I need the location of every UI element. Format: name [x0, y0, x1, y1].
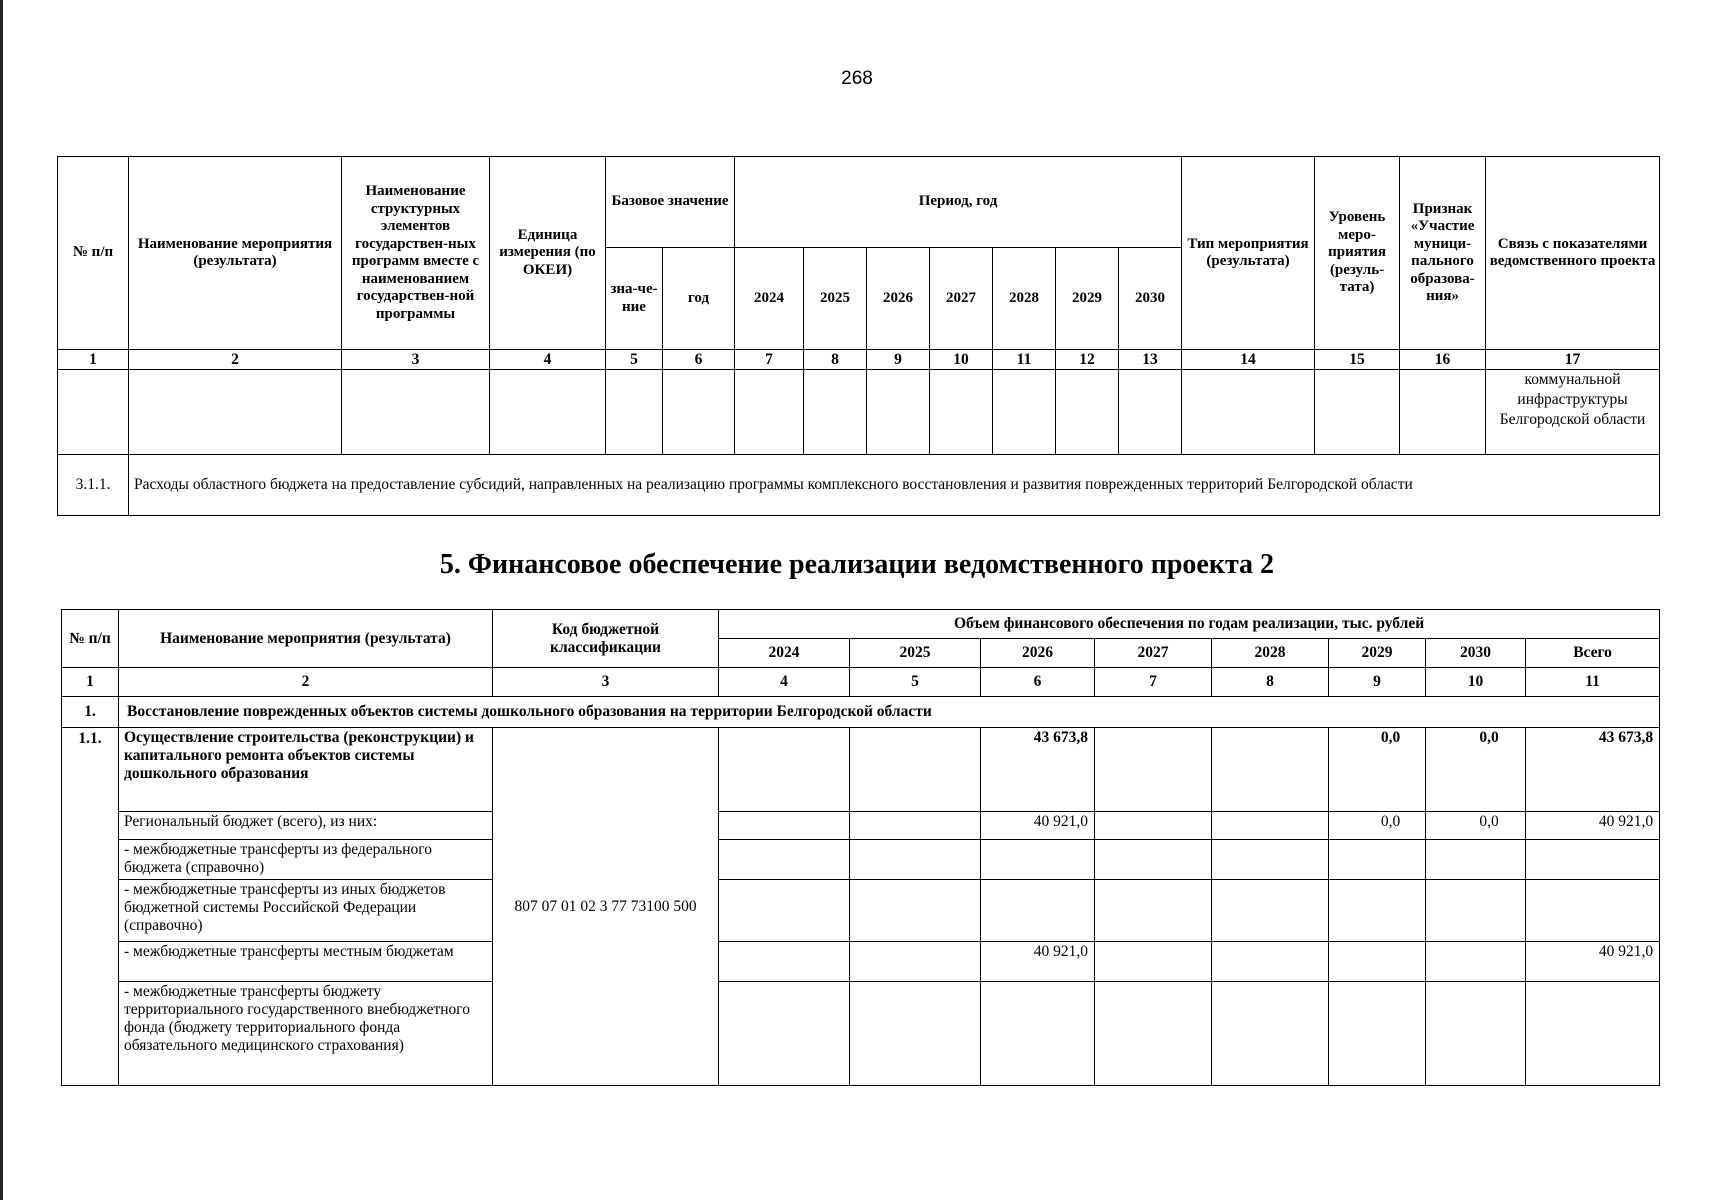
column-numbers-row [62, 668, 1660, 697]
header-year: 2025 [850, 639, 981, 668]
link-continuation: коммунальной инфраструктуры Белгородской области [1486, 370, 1660, 455]
item-name: - межбюджетные трансферты из федерального бюджета (справочно) [119, 840, 493, 880]
value-2024 [719, 812, 850, 840]
header-budget-code: Код бюджетной классификации [493, 610, 719, 668]
header-base-value: Базовое значение [606, 157, 735, 248]
value-2024 [719, 942, 850, 982]
col-number: 11 [993, 350, 1056, 370]
table-row [62, 812, 1660, 840]
header-year: 2030 [1119, 248, 1182, 350]
value-2027 [1095, 728, 1212, 812]
col-number: 1 [62, 668, 119, 697]
header-year: 2028 [1212, 639, 1329, 668]
cell [735, 370, 804, 455]
item-name: Региональный бюджет (всего), из них: [119, 812, 493, 840]
value-total: 40 921,0 [1526, 942, 1660, 982]
value-2026: 43 673,8 [981, 728, 1095, 812]
header-year: 2028 [993, 248, 1056, 350]
value-2029 [1329, 880, 1426, 942]
value-2025 [850, 840, 981, 880]
header-year: 2027 [1095, 639, 1212, 668]
value-2025 [850, 942, 981, 982]
section-name: Восстановление поврежденных объектов системы дошкольного образования на территории Белгородской области [119, 697, 1660, 728]
col-number: 6 [663, 350, 735, 370]
row-description: Расходы областного бюджета на предоставление субсидий, направленных на реализацию программы комплексного восстановления и развития поврежденных территорий Белгородской области [129, 455, 1660, 516]
value-2030 [1426, 982, 1526, 1086]
header-row-1 [62, 610, 1660, 639]
col-number: 11 [1526, 668, 1660, 697]
col-number: 2 [119, 668, 493, 697]
value-2027 [1095, 880, 1212, 942]
col-number: 1 [58, 350, 129, 370]
header-event-name: Наименование мероприятия (результата) [129, 157, 342, 350]
header-period: Период, год [735, 157, 1182, 248]
value-2026: 40 921,0 [981, 812, 1095, 840]
header-level: Уровень меро-приятия (резуль-тата) [1315, 157, 1400, 350]
table-row [62, 942, 1660, 982]
value-2028 [1212, 942, 1329, 982]
column-numbers-row [58, 350, 1660, 370]
cell [930, 370, 993, 455]
header-structural-elements: Наименование структурных элементов государствен-ных программ вместе с наименованием государствен-ной программы [342, 157, 490, 350]
col-number: 6 [981, 668, 1095, 697]
value-2027 [1095, 812, 1212, 840]
col-number: 10 [930, 350, 993, 370]
col-number: 4 [490, 350, 606, 370]
col-number: 7 [735, 350, 804, 370]
value-2030 [1426, 942, 1526, 982]
financing-table [61, 609, 1660, 1086]
cell [663, 370, 735, 455]
header-total: Всего [1526, 639, 1660, 668]
item-name: - межбюджетные трансферты местным бюджетам [119, 942, 493, 982]
section-row [62, 697, 1660, 728]
value-2024 [719, 982, 850, 1086]
header-num: № п/п [62, 610, 119, 668]
cell [1400, 370, 1486, 455]
header-row-1 [58, 157, 1660, 248]
item-name: - межбюджетные трансферты бюджету территориального государственного внебюджетного фонда (бюджету территориального фонда обязательного медицинского страхования) [119, 982, 493, 1086]
value-2024 [719, 728, 850, 812]
header-year: 2029 [1056, 248, 1119, 350]
col-number: 3 [493, 668, 719, 697]
value-2028 [1212, 812, 1329, 840]
value-2024 [719, 840, 850, 880]
cell [1119, 370, 1182, 455]
value-2026: 40 921,0 [981, 942, 1095, 982]
value-2030: 0,0 [1426, 728, 1526, 812]
cell [804, 370, 867, 455]
header-unit: Единица измерения (по ОКЕИ) [490, 157, 606, 350]
value-2025 [850, 812, 981, 840]
continuation-row [58, 370, 1660, 455]
col-number: 15 [1315, 350, 1400, 370]
value-total: 43 673,8 [1526, 728, 1660, 812]
value-total [1526, 880, 1660, 942]
col-number: 3 [342, 350, 490, 370]
value-2026 [981, 840, 1095, 880]
value-2024 [719, 880, 850, 942]
header-base-year: год [663, 248, 735, 350]
header-year: 2024 [735, 248, 804, 350]
col-number: 10 [1426, 668, 1526, 697]
row-id: 3.1.1. [58, 455, 129, 516]
value-2026 [981, 982, 1095, 1086]
value-2029 [1329, 942, 1426, 982]
header-year: 2027 [930, 248, 993, 350]
cell [58, 370, 129, 455]
value-2028 [1212, 880, 1329, 942]
header-year: 2029 [1329, 639, 1426, 668]
col-number: 13 [1119, 350, 1182, 370]
value-2030 [1426, 880, 1526, 942]
cell [129, 370, 342, 455]
value-2030 [1426, 840, 1526, 880]
value-2027 [1095, 840, 1212, 880]
value-2028 [1212, 982, 1329, 1086]
cell [993, 370, 1056, 455]
value-2027 [1095, 942, 1212, 982]
table-row [62, 840, 1660, 880]
events-table [57, 156, 1660, 516]
section-id: 1. [62, 697, 119, 728]
table-row [62, 982, 1660, 1086]
header-year: 2030 [1426, 639, 1526, 668]
header-year: 2024 [719, 639, 850, 668]
page-number: 268 [841, 68, 873, 89]
cell [1315, 370, 1400, 455]
cell [867, 370, 930, 455]
header-municipal-sign: Признак «Участие муници-пального образова-ния» [1400, 157, 1486, 350]
header-year: 2025 [804, 248, 867, 350]
header-volume: Объем финансового обеспечения по годам реализации, тыс. рублей [719, 610, 1660, 639]
col-number: 7 [1095, 668, 1212, 697]
col-number: 9 [1329, 668, 1426, 697]
row-3-1-1 [58, 455, 1660, 516]
col-number: 16 [1400, 350, 1486, 370]
cell [606, 370, 663, 455]
section-title: 5. Финансовое обеспечение реализации ведомственного проекта 2 [439, 549, 1275, 580]
col-number: 8 [804, 350, 867, 370]
value-2027 [1095, 982, 1212, 1086]
col-number: 5 [606, 350, 663, 370]
header-link: Связь с показателями ведомственного проекта [1486, 157, 1660, 350]
value-2026 [981, 880, 1095, 942]
item-name: - межбюджетные трансферты из иных бюджетов бюджетной системы Российской Федерации (справочно) [119, 880, 493, 942]
header-event-name: Наименование мероприятия (результата) [119, 610, 493, 668]
cell [490, 370, 606, 455]
table-row [62, 880, 1660, 942]
col-number: 2 [129, 350, 342, 370]
value-2030: 0,0 [1426, 812, 1526, 840]
cell [1056, 370, 1119, 455]
header-type: Тип мероприятия (результата) [1182, 157, 1315, 350]
col-number: 8 [1212, 668, 1329, 697]
value-2029 [1329, 982, 1426, 1086]
col-number: 4 [719, 668, 850, 697]
value-total [1526, 982, 1660, 1086]
header-year: 2026 [867, 248, 930, 350]
item-name: Осуществление строительства (реконструкции) и капитального ремонта объектов системы дошкольного образования [119, 728, 493, 812]
value-2029: 0,0 [1329, 812, 1426, 840]
table-row [62, 728, 1660, 812]
header-year: 2026 [981, 639, 1095, 668]
col-number: 9 [867, 350, 930, 370]
value-2029: 0,0 [1329, 728, 1426, 812]
cell [342, 370, 490, 455]
value-2025 [850, 982, 981, 1086]
scan-edge [0, 0, 3, 1200]
cell [1182, 370, 1315, 455]
col-number: 12 [1056, 350, 1119, 370]
col-number: 17 [1486, 350, 1660, 370]
col-number: 5 [850, 668, 981, 697]
value-2025 [850, 880, 981, 942]
value-total [1526, 840, 1660, 880]
value-2029 [1329, 840, 1426, 880]
value-total: 40 921,0 [1526, 812, 1660, 840]
value-2028 [1212, 840, 1329, 880]
item-id: 1.1. [62, 728, 119, 1086]
header-base-val: зна-че-ние [606, 248, 663, 350]
budget-code: 807 07 01 02 3 77 73100 500 [493, 728, 719, 1086]
header-num: № п/п [58, 157, 129, 350]
col-number: 14 [1182, 350, 1315, 370]
value-2025 [850, 728, 981, 812]
value-2028 [1212, 728, 1329, 812]
